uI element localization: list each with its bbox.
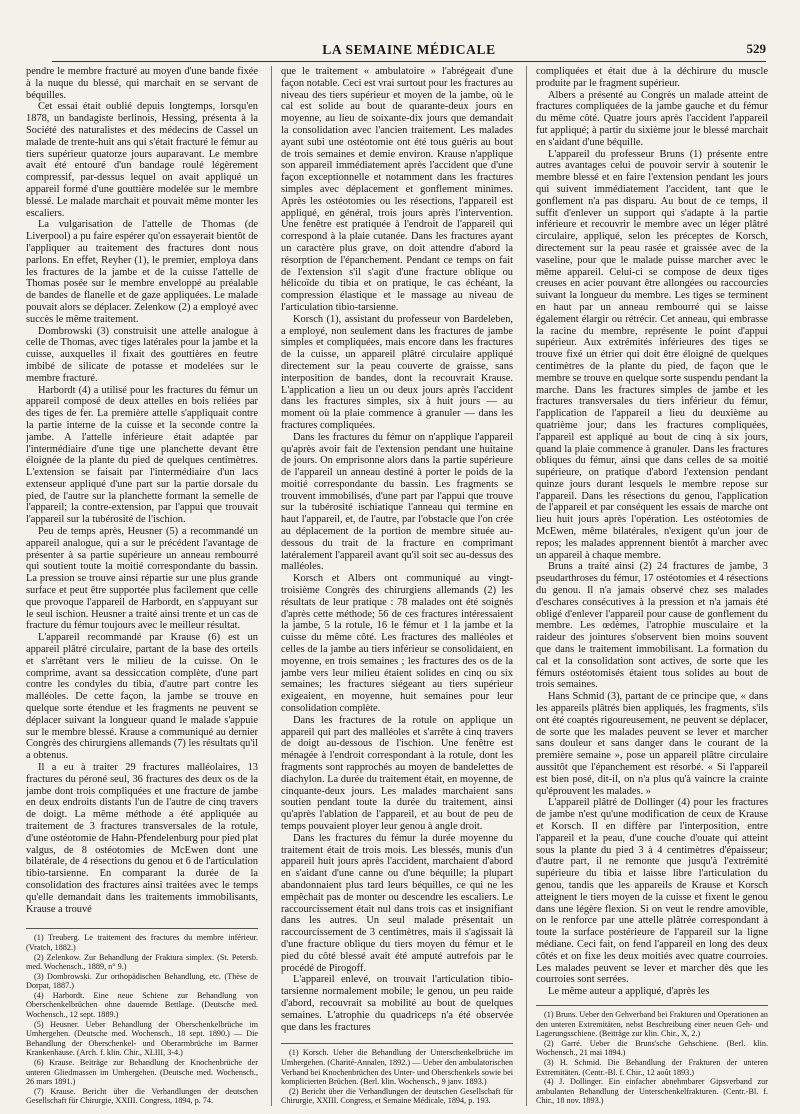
- paragraph: pendre le membre fracturé au moyen d'une bande fixée à la nuque du blessé, qui marchait en se servant de béquilles.: [26, 66, 258, 101]
- paragraph: Hans Schmid (3), partant de ce principe que, « dans les appareils plâtrés bien appliqués, les fragments, s'ils ont été coaptés rigoureusement, ne peuvent se déplacer, de sorte que les malades peuvent se lever et marcher sans douleur et sans danger dans le courant de la première semaine », pose un appareil plâtre circulaire aussitôt que l'épanchement est résorbé. « Si l'appareil est bien posé, dit-il, on n'a plus qu'à vaincre la crainte qu'éprouvent les malades. »: [536, 691, 768, 797]
- paragraph: Dans les fractures du fémur on n'applique l'appareil qu'après avoir fait de l'extension pendant une huitaine de jours. On emprisonne alors dans la partie supérieure de l'appareil un anneau destiné à porter le poids de la moitié correspondante du bassin. Les fragments se trouvent immobilisés, d'une part par l'appui que trouve sur la tubérosité ischiatique l'anneau qui termine en haut l'appareil, et, de l'autre, par l'obstacle que l'on crée au déplacement de la portion de membre située au-dessous du trait de la fracture en comprimant latéralement l'appareil avant qu'il soit sec au-dessus des malléoles.: [281, 431, 513, 573]
- paragraph: L'appareil recommandé par Krause (6) est un appareil plâtré circulaire, partant de la base des orteils et s'arrêtant vers le milieu de la cuisse. On le comprime, avant sa dessiccation complète, d'une part contre les condyles du tibia, d'autre part contre les malléoles. De cette façon, la jambe se trouve en quelque sorte étendue et les fragments ne peuvent se déplacer suivant la longueur quand le malade s'appuie sur le membre blessé. Krause a communiqué au dernier Congrès des chirurgiens allemands (7) les résultats qu'il a obtenus.: [26, 632, 258, 762]
- footnote: (4) J. Dollinger. Ein einfacher abnehmbarer Gipsverband zur ambulanten Behandlung der Unterschenkelfrakturen. (Centr.-Bl. f. Chir., 18 nov. 1893.): [536, 1077, 768, 1106]
- paragraph: Le même auteur a appliqué, d'après les: [548, 986, 710, 998]
- footnote: (4) Harbordt. Eine neue Schiene zur Behandlung von Oberschenkelbrüchen ohne dauernde Bettlage. (Deutsche med. Wochensch., 12 sept. 1889.): [26, 990, 258, 1020]
- paragraph: Peu de temps après, Heusner (5) a recommandé un appareil analogue, qui a sur le précédent l'avantage de présenter à sa partie supérieure un anneau rembourré qui soutient toute la moitié correspondante du bassin. La pression se trouve ainsi répartie sur une plus grande surface et peut être supportée plus facilement que celle que provoque l'appareil de Harbordt, en s'appuyant sur le seul ischion. Heusner a traité ainsi trente et un cas de fracture du fémur toujours avec le meilleur résultat.: [26, 526, 258, 632]
- footnote: (3) Dombrowski. Zur orthopädischen Behandlung, etc. (Thèse de Dorpat, 1887.): [26, 971, 258, 991]
- footnotes: [281, 1043, 513, 1106]
- paragraph: Il a eu à traiter 29 fractures malléolaires, 13 fractures du péroné seul, 36 fractures des deux os de la jambe dont trois compliquées et une fracture de jambe en deux endroits distants l'un de l'autre de cinq travers de doigt. La même méthode a été appliquée au traitement de 3 fractures transversales de la rotule, d'une ostéotomie de Hahn-Pfendelenburg pour pied plat valgus, de 8 ostéotomies de McEwen dont une bilatérale, de 4 résections du genou et 6 de l'articulation tibio-tarsienne. En comparant la durée de la consolidation des fractures ainsi traitées avec le temps qu'elle demandait dans les traitements immobilisants, Krause a trouvé: [26, 762, 258, 915]
- text-column-3: [536, 66, 768, 1106]
- running-header: [52, 38, 766, 62]
- text-column-2: [281, 66, 513, 1106]
- footnote: (2) Zelenkow. Zur Behandlung der Fraktura simplex. (St. Petersb. med. Wochensch., 1889, n° 9.): [26, 952, 258, 972]
- footnote: (6) Krause. Beiträge zur Behandlung der Knochenbrüche der unteren Gliedmassen im Umhergehen. (Deutsche med. Wochensch., 26 mars 1891.): [26, 1058, 258, 1087]
- paragraph: Cet essai était oublié depuis longtemps, lorsqu'en 1878, un bandagiste berlinois, Hessing, présenta à la Société des naturalistes et des médecins de Cassel un malade de trente-huit ans qui s'était fracturé le fémur au tiers supérieur quatorze jours auparavant. Le membre avait été entouré d'un bandage roulé légèrement compressif, par-dessus lequel on avait appliqué un appareil formé d'une gouttière modelée sur le membre blessé. Le malade marchait et pouvait même monter les escaliers.: [26, 101, 258, 219]
- paragraph: La vulgarisation de l'attelle de Thomas (de Liverpool) a pu faire espérer qu'on essayerait bientôt de l'appliquer au traitement des fractures dont nous parlons. En effet, Reyher (1), le premier, employa dans les fractures de la jambe et de la cuisse l'attelle de Thomas posée sur le membre enveloppé au préalable de bandes de flanelle et de gaze appliquées. Le malade pouvait alors se déplacer. Zelenkow (2) a employé avec succès le même traitement.: [26, 219, 258, 325]
- footnotes: [26, 928, 258, 1106]
- paragraph: Korsch (1), assistant du professeur von Bardeleben, a employé, non seulement dans les fractures de jambe simples et compliquées, mais encore dans les fractures de la cuisse, un appareil plâtré circulaire appliqué directement sur la peau couverte de graisse, sans interposition de bandes, dont la recouvrait Krause. L'application a lieu un ou deux jours après l'accident dans les fractures simples, six à huit jours — au moment où la plaie commence à granuler — dans les fractures compliquées.: [281, 313, 513, 431]
- column-divider: [526, 66, 527, 1106]
- paragraph: compliquées et était due à la déchirure du muscle produite par le fragment supérieur.: [536, 66, 768, 89]
- paragraph: Bruns a traité ainsi (2) 24 fractures de jambe, 3 pseudarthroses du fémur, 17 ostéotomies et 4 résections du genou. Il n'a jamais observé chez ses malades d'eschares consécutives à la pression et n'a jamais été obligé d'enlever l'appareil pour cause de gonflement du membre. Les œdèmes, l'atrophie musculaire et la raideur des jointures s'observent bien moins souvent que dans le traitement immobilisant. La formation du cal et la consolidation sont actives, de sorte que les fémurs ostéotomisés étaient tous solides au bout de trois semaines.: [536, 561, 768, 691]
- footnote: (3) H. Schmid. Die Behandlung der Frakturen der unteren Extremitäten. (Centr.-Bl. f. Chir., 12 août 1893.): [536, 1058, 768, 1077]
- footnote: (7) Krause. Bericht über die Verhandlungen der deutschen Gesellschaft für Chirurgie, XXIII. Congress, 1894, p. 74.: [26, 1086, 258, 1106]
- paragraph: Korsch et Albers ont communiqué au vingt-troisième Congrès des chirurgiens allemands (2) les résultats de leur pratique : 78 malades ont été soignés d'après cette méthode; 56 de ces fractures intéressaient la jambe, 5 la rotule, 16 le fémur et 1 la jambe et la cuisse du même côté. Les fractures des malléoles et celles de la jambe au tiers inférieur se consolidaient, en moyenne, en trois semaines ; les fractures des os de la jambe vers leur milieu étaient solides en cinq ou six semaines; les fractures siégeant au tiers supérieur exigeaient, en moyenne, huit semaines pour leur consolidation complète.: [281, 573, 513, 715]
- paragraph: Dombrowski (3) construisit une attelle analogue à celle de Thomas, avec tiges latérales pour la jambe et la cuisse, auxquelles il fixait des gouttières en feutre imbibé de silicate de potasse et modelées sur le membre fracturé.: [26, 325, 258, 384]
- footnote: (2) Bericht über die Verhandlungen der deutschen Gesellschaft für Chirurgie, XXIII. Congress, et Semaine Médicale, 1894, p. 193.: [281, 1086, 513, 1106]
- paragraph: L'appareil enlevé, on trouvait l'articulation tibio-tarsienne normalement mobile; le genou, un peu raide d'abord, recouvrait sa mobilité au bout de quelques semaines. L'atrophie du quadriceps n'a été observée que dans les fractures: [281, 974, 513, 1033]
- footnote: (1) Treuberg. Le traitement des fractures du membre inférieur. (Vratch, 1882.): [26, 933, 258, 952]
- column-body: [26, 66, 258, 915]
- paragraph: que le traitement « ambulatoire » l'abrégeait d'une façon notable. Ceci est vrai surtout pour les fractures au niveau des tiers supérieur et moyen de la jambe, où le cal est solide au bout de quarante-deux jours en moyenne, au lieu de soixante-dix jours que demandait la consolidation avec l'ancien traitement. Les malades ayant subi une ostéotomie ont été tous guéris au bout de trois semaines et demie environ. Krause n'applique son appareil immédiatement après l'accident que d'une façon exceptionnelle et notamment dans les fractures simples avec déplacement et gonflement minimes. Après les ostéotomies ou les résections, l'appareil est appliqué, en général, trois jours après l'intervention. Une fenêtre est pratiquée à l'endroit de l'appareil qui correspond à la plaie cutanée. Dans les fractures ayant un caractère plus grave, on doit attendre d'abord la résorption de l'épanchement. Pendant ce temps on fait de l'extension s'il s'agit d'une fracture oblique ou hélicoïde du tibia et on pratique, le cas échéant, la compression élastique et le massage au niveau de l'articulation tibio-tarsienne.: [281, 66, 513, 313]
- column-body: [281, 66, 513, 1033]
- paragraph: Dans les fractures du fémur la durée moyenne du traitement était de trois mois. Les blessés, munis d'un appareil huit jours après l'accident, marchaient d'abord en s'aidant d'une canne ou d'une béquille; la plupart abandonnaient plus tard leurs béquilles, ce qui ne les empêchait pas de monter ou descendre les escaliers. Le raccourcissement était nul dans trois cas et insignifiant dans les autres. Un seul malade présentait un raccourcissement de 3 centimètres, mais il s'agissait là d'une fracture oblique du tiers moyen du fémur et le pied du côté blessé avait été amputé autrefois par le procédé de Pirogoff.: [281, 832, 513, 974]
- header-rule: [52, 61, 766, 62]
- footnotes: [536, 1005, 768, 1106]
- footnote: (5) Heusner. Ueber Behandlung der Oberschenkelbrüche im Umhergehen. (Deutsche med. Wochensch., 18 sept. 1890.) — Die Behandlung der Oberschenkel- und Oberarmbrüche im Barmer Krankenhause. (Arch. f. klin. Chir., XLIII, 3-4.): [26, 1019, 258, 1058]
- footnote: (2) Garré. Ueber die Bruns'sche Gehschiene. (Berl. klin. Wochensch., 21 mai 1894.): [536, 1038, 768, 1058]
- column-body: [536, 66, 768, 998]
- paragraph: L'appareil du professeur Bruns (1) présente entre autres avantages celui de pouvoir servir à soutenir le membre blessé et en faire l'extension pendant les jours qui suivent immédiatement l'accident, tant que le gonflement n'a pas disparu. Au bout de ce temps, il suffit d'enlever un support qui s'adapte à la partie inférieure et recouvrir le membre avec un léger plâtré circulaire, appliqué, selon les préceptes de Korsch, directement sur la peau rasée et graissée avec de la vaseline, pour que le malade puisse marcher avec le même appareil. Celui-ci se compose de deux tiges creuses en acier pouvant être allongées ou raccourcies suivant la longueur du membre. Les tiges se terminent en haut par un anneau rembourré qui se laisse également élargir ou rétrécir. Cet anneau, qui embrasse la racine du membre, représente le point d'appui supérieur. Aux extrémités inférieures des tiges se trouve fixé un étrier qui doit être éloigné de quelques centimètres de la plante du pied, de façon que le membre se trouve en quelque sorte suspendu pendant la marche. Dans les fractures simples de jambe et les fractures transversales du tiers inférieur du fémur, l'application de l'appareil a lieu du deuxième au quatrième jour; dans les fractures compliquées, l'appareil est appliqué au bout de cinq à six jours, quand la plaie commence à granuler. Dans les fractures obliques du fémur, ainsi que dans celles de sa moitié supérieure, on pratique d'abord l'extension pendant quinze jours durant lesquels le membre repose sur l'appareil. Dans les résections du genou, l'application de l'appareil et par conséquent les essais de marche ont lieu huit jours après l'opération. Les ostéotomies de McEwen, même bilatérales, n'exigent qu'un jour de repos; les malades apprennent bientôt à marcher avec un appareil à chaque membre.: [536, 148, 768, 561]
- page-number: 529: [746, 41, 766, 56]
- paragraph: Dans les fractures de la rotule on applique un appareil qui part des malléoles et s'arrête à cinq travers de doigt au-dessous de l'ischion. Une fenêtre est ménagée à l'endroit correspondant à la rotule, dont les fragments sont rapprochés au moyen de bandelettes de diachylon. La durée du traitement était, en moyenne, de cinquante-deux jours. Les malades marchaient sans soutien pendant toute la durée du traitement, ainsi qu'après l'ablation de l'appareil, et au bout de peu de temps pouvaient ployer leur genou à angle droit.: [281, 714, 513, 832]
- footnote: (1) Bruns. Ueber den Gehverband bei Frakturen und Operationen an den unteren Extremitäten, nebst Beschreibung einer neuen Geh- und Lagerungsschiene. (Beiträge zur klin. Chir., X, 2.): [536, 1010, 768, 1039]
- paragraph: L'appareil plâtré de Dollinger (4) pour les fractures de jambe n'est qu'une modification de ceux de Krause et Korsch. Il en diffère par l'interposition, entre l'appareil et la peau, d'une couche d'ouate qui atteint sous la plante du pied 3 à 4 centimètres d'épaisseur; d'autre part, il ne remonte que jusqu'à l'extrémité supérieure du tibia et laisse libre l'articulation du genou, tandis que les appareils de Krause et Korsch atteignent le tiers moyen de la cuisse et fixent le genou dans une légère flexion. Si on veut le rendre amovible, on le renforce par une attelle plâtrée correspondant à toute la surface postérieure de l'appareil sur la ligne médiane. Ceci fait, on fend l'appareil en long des deux côtés et on fixe les deux moitiés avec quatre courroies. Les malades peuvent se lever et marcher dès que les courroies sont serrées.: [536, 797, 768, 986]
- paragraph: Harbordt (4) a utilisé pour les fractures du fémur un appareil composé de deux attelles en bois reliées par des tiges de fer. La première attelle s'appliquait contre la partie interne de la cuisse et la seconde contre la jambe. A l'attelle inférieure était adaptée par l'intermédiaire d'une tige une planchette devant être éloignée de la plante du pied de quelques centimètres. L'extension se faisait par l'intermédiaire d'un lacs extenseur appliqué d'une part sur la partie dorsale du pied, de l'autre sur la planchette formant la semelle de l'appareil; la contre-extension, par l'appui que trouvait l'appareil sur la tubérosité de l'ischion.: [26, 384, 258, 526]
- text-column-1: [26, 66, 258, 1106]
- column-divider: [271, 66, 272, 1106]
- footnote: (1) Korsch. Ueber die Behandlung der Unterschenkelbrüche im Umhergehen. (Charité-Annalen, 1892.) — Ueber den ambulatorischen Verband bei Knochenbrüchen des Unter- und Oberschenkels sowie bei komplicierten Brüchen. (Berl. klin. Wochensch., 9 janv. 1893.): [281, 1048, 513, 1087]
- journal-title: LA SEMAINE MÉDICALE: [322, 42, 496, 57]
- paragraph: Albers a présenté au Congrès un malade atteint de fractures compliquées de la jambe gauche et du fémur du même côté. Quatre jours après l'accident l'appareil fut appliqué; à partir du sixième jour le blessé marchait en s'aidant d'une béquille.: [536, 89, 768, 148]
